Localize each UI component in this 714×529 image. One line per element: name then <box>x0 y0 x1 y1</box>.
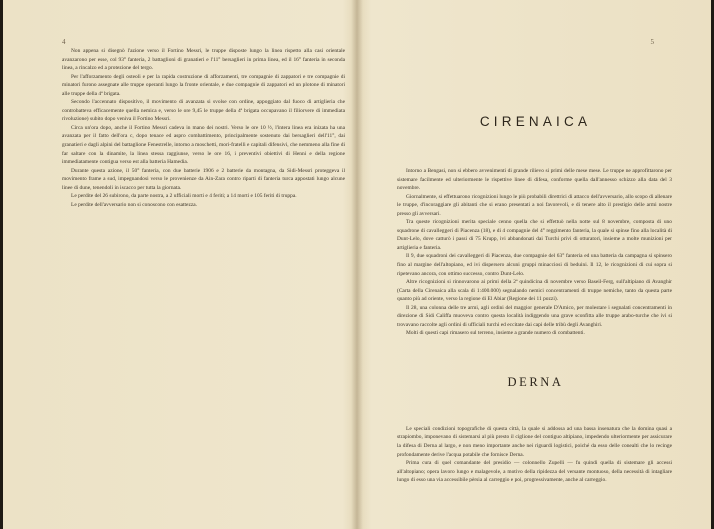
paragraph: Il 28, una colonna delle tre armi, agli ordini del maggior generale D'Amico, per molestare i segnalati concentramenti in direzione di Sidi Califfa muoveva contro questa località indiggendo una grave sconfitta alle truppe arabo-turche che ivi si trovavano raccolte agli ordini di ufficiali turchi ed eccitate dai capi delle tribù degli Avanghiri. <box>397 304 672 328</box>
right-page-number: 5 <box>650 38 654 46</box>
paragraph: Le perdite del 26 subirono, da parte nostra, a 2 ufficiali morti e 4 feriti; a 14 morti e 105 feriti di truppa. <box>71 193 297 200</box>
right-page <box>357 0 714 529</box>
cirenaica-text <box>371 167 672 338</box>
paragraph: Il 9, due squadroni dei cavalleggeri di Piacenza, due compagnie del 63° fanteria ed una batteria da campagna si spinsero fino al margine dell'altopiano, ed ivi dispersero alcuni gruppi minacciosi di beduini. Il 12, le ricognizioni di cui sopra si ripetevano ancora, con ottimo successo, contro Dunt-Lelo. <box>397 253 672 277</box>
paragraph: Le perdite dell'avversario non si conoscono con esattezza. <box>71 201 198 208</box>
paragraph: Per l'afforzamento degli osteoli e per la rapida costruzione di afforzamenti, tre compagnie di zappatori e tre compagnie di minatori furono assegnate alle truppe operanti lungo la fronte orientale, e due compagnie di zappatori ed un plotone di minatori alle truppe della 4ª brigata. <box>62 73 345 97</box>
derna-text <box>371 425 672 485</box>
paragraph: Giornalmente, si effettuarono ricognizioni lungo le più probabili direttrici di attacco dell'avversario, allo scopo di allenare le truppe, d'incoraggiare gli abitanti che si erano presentati a noi favorevoli, e di tenere alto il prestigio delle armi nostre presso gli avversari. <box>397 193 672 217</box>
paragraph: Non appena si disegnò l'azione verso il Fortino Messri, le truppe disposte lungo la linea rispetto alla casi orientale avanzarono per esse, col 93° fanteria, 2 battaglioni di granatieri e l'11° bersaglieri in prima linea, ed il 16° fanteria in seconda linea, a rincalzo ed a protezione del tergo. <box>62 48 345 72</box>
paragraph: Molti di questi capi rimasero sul terreno, insieme a grande numero di combattenti. <box>406 330 585 337</box>
section-heading-derna: DERNA <box>507 374 564 389</box>
paragraph: Tra queste ricognizioni merita speciale cenno quella che si effettuò nella notte sul 8 novembre, composta di uno squadrone di cavalleggeri di Piacenza (18), e di 4 compagnie del 4° reggimento fanteria, la quale si spinse fino alla località di Dunt-Lelo, dove catturò i passi di 75 Krupp, ivi abbandonati dai Turchi privi di otturatori, insieme a molte munizioni per artiglieria e fanteria. <box>397 219 672 251</box>
left-edge <box>0 0 3 529</box>
left-page-text <box>62 47 345 209</box>
paragraph: Durante questa azione, il 50° fanteria, con due batterie 1906 e 2 batterie da montagna, da Sidi-Messri proteggeva il movimento frame a sud, impegnandosi verso le provenienze da Ain-Zara contro riparti di fanteria turca appostati lungo alcune linee di dune, tenendoli in iscacco per tutta la giornata. <box>62 167 345 191</box>
paragraph: Circa un'ora dopo, anche il Fortino Messri cadeva in mano dei nostri. Verso le ore 10 ½, l'intera linea era inizata ha una avanzata per il fatto dell'ora c, dopo tenace ed aspro combattimento, principalmente sostenuto dai bersaglieri dell'11°, dai granatieri e dagli alpini del battaglione Fenestrelle, intorno a moschetti, mori-fratelli e capitali difensivi, che nemmeno alla fine di far saltare con la dinamite, la linea stessa raggiunse, verso le ore 16, i preventivi obiettivi di Henni e della regione immediatamente contigua verso est alla batteria Hamedia. <box>62 124 345 166</box>
paragraph: Secondo l'accennato dispositivo, il movimento di avanzata si svolse con ordine, appoggiato dal fuoco di artiglieria che controbatteva efficacemente quella nemica e, verso le ore 9,45 le truppe della 4ª brigata occupavano il filiorvere di immediata rivoluzione) subito dopo veniva il Fortino Messri. <box>62 99 345 123</box>
paragraph: Le speciali condizioni topografiche di questa città, la quale si addossa ad una bassa insenatura che la domina quasi a strapiombo, imponevano di sistemarsi al più presto il ciglione del contiguo altipiano, impedendo ulteriormente per assicurare la difesa di Derna al largo, e non meno importante anche nei riguardi logistici, poiché da esso delle conealti che lo recinge profondamente derive l'acqua potabile che fornisce Derna. <box>397 425 672 458</box>
paragraph: Altre ricognizioni si rinnovarono ai primi della 2ª quindicina di novembre verso Baseil-Ferg, sull'altipiano di Avanghir (Carta della Cirenaica alla scala di 1:400.000) segnalando nemici concentramenti di truppe nemiche, tanto da questa parte quanto più ad oriente, verso la regione di El Abiar (Regione dei 11 pozzi). <box>397 279 672 303</box>
paragraph: Intorno a Bengasi, non si ebbero avvenimenti di grande rilievo si primi delle mese mese. Le truppe ne approfittarono per sistemare facilmente ed ulteriormente le rispettive linee di difesa, conforme quella dall'annesso schizzo alla data del 3 novembre. <box>397 168 672 192</box>
book-gutter <box>351 0 363 529</box>
paragraph: Prima cura di quel comandante del presidio — colonnello Zupelli — fu quindi quella di sistemare gli accessi all'altopiano; opera lavoro lungo e malagevole, a motivo della ripidezza del versante montuoso, della necessità di intagliare lungo di esso una via accessibile pèrsia al carreggio e poi, progressivamente, anche al carreggio. <box>397 460 672 484</box>
section-heading-cirenaica: CIRENAICA <box>479 114 592 129</box>
left-page-number: 4 <box>62 38 66 46</box>
